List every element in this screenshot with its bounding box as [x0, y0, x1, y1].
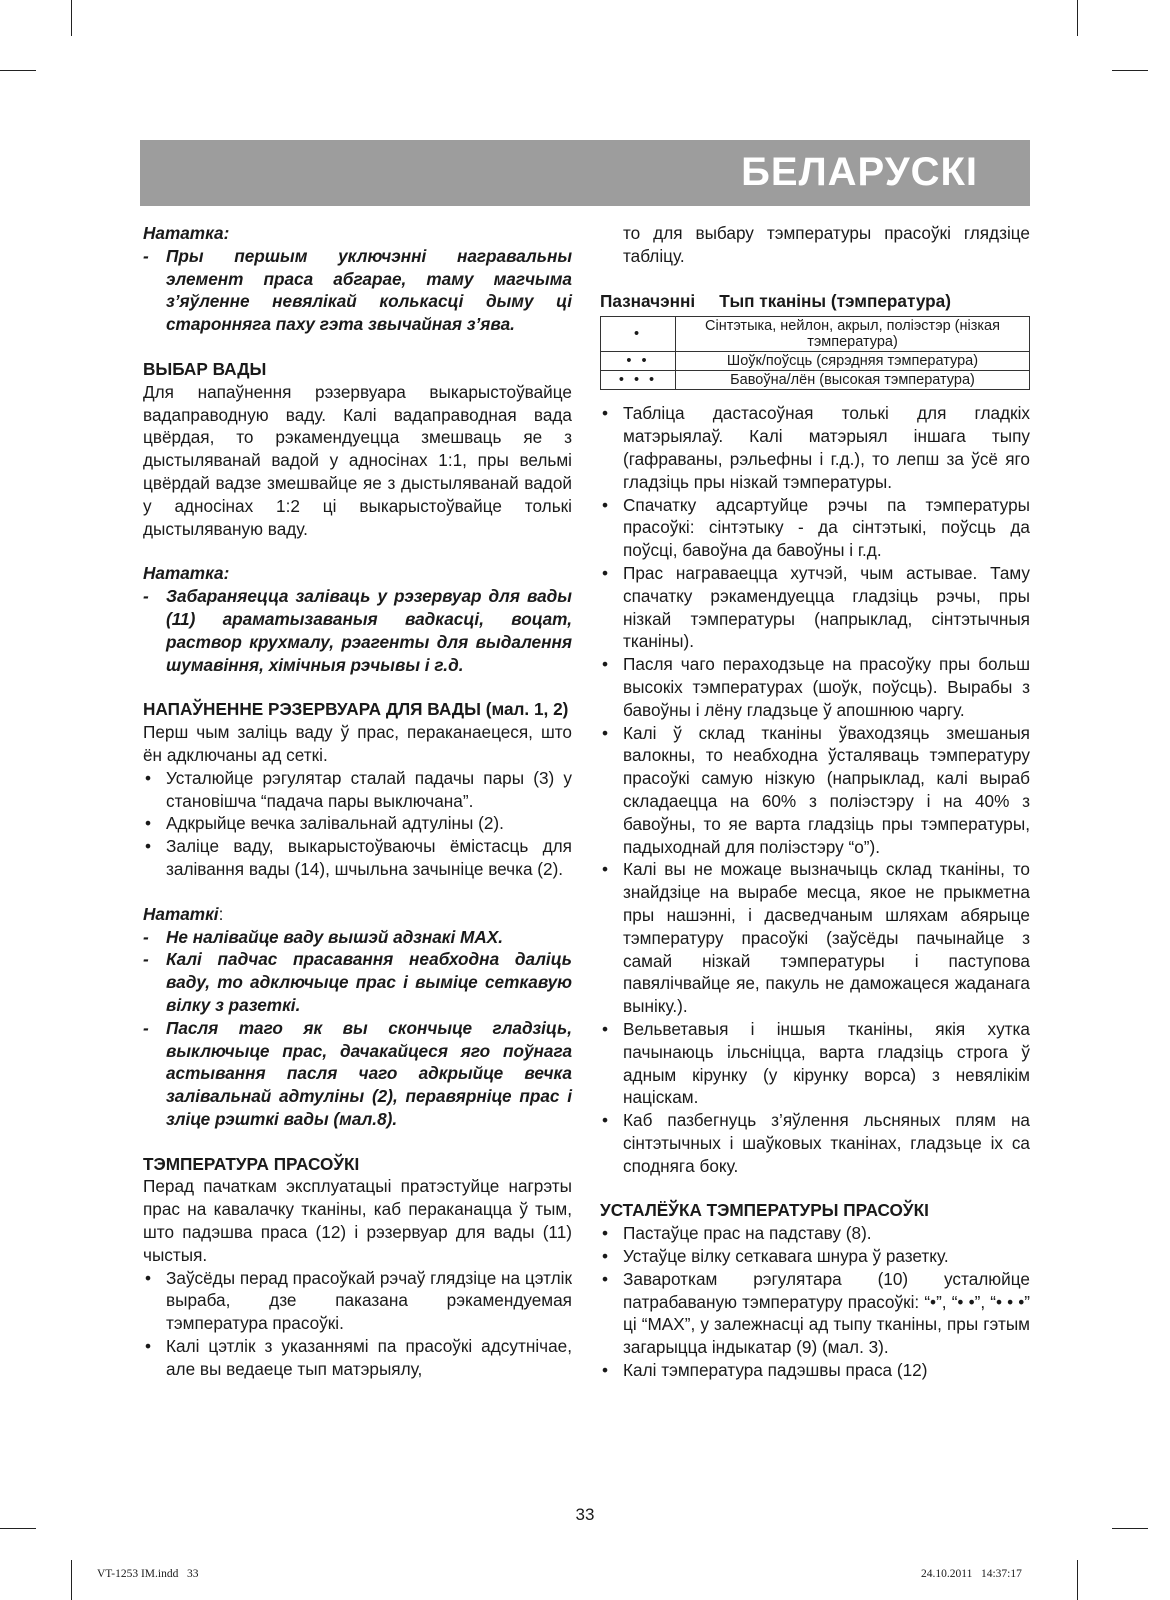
section-heading-fill: НАПАЎНЕННЕ РЭЗЕРВУАРА ДЛЯ ВАДЫ (мал. 1, 2) — [143, 699, 569, 720]
crop-mark — [1112, 70, 1148, 71]
table-cell-fabric: Шоўк/поўсць (сярэдняя тэмпература) — [676, 352, 1030, 371]
list-item: • Усталюйце рэгулятар сталай падачы пары (3) у становішча “падача пары выключана”. — [145, 767, 572, 811]
list-item: • Калі ў склад тканіны ўваходзяць змешаныя валокны, то неабходна ўсталяваць тэмпературу прасоўкі самую нізкую (напрыклад, калі выраб складаецца на 60% з поліэстэру і на 40% з бавоўны, то яе варта гладзіць пры тэмпературы, падыходнай для поліэстэру “о”). — [602, 722, 1030, 857]
crop-mark — [0, 70, 36, 71]
list-item: • Заўсёды перад прасоўкай рэчаў глядзіце на цэтлік выраба, дзе паказана рэкамендуемая тэмпература прасоўкі. — [145, 1267, 572, 1334]
table-row — [601, 352, 1030, 371]
list-item: • Вельветавыя і іншыя тканіны, якія хутка пачынаюць ільсніцца, варта гладзіць строга ў адным кірунку (у кірунку ворса) з невялікім націскам. — [602, 1018, 1030, 1108]
paragraph: то для выбару тэмпературы прасоўкі глядзіце табліцу. — [623, 223, 1030, 266]
list-item: • Завароткам рэгулятара (10) усталюйце патрабаваную тэмпературу прасоўкі: “•”, “• •”, “• • •” ці “MAX”, у залежнасці ад тыпу тканіны, пры гэтым загарыцца індыкатар (9) (мал. 3). — [602, 1268, 1030, 1358]
note-item: - Пасля таго як вы скончыце гладзіць, выключыце прас, дачакайцеся яго поўнага астывання пасля чаго адкрыйце вечка залівальнай адтуліны (2), перавярніце прас і зліце рэшткі вады (мал.8). — [143, 1017, 572, 1129]
table-row — [601, 371, 1030, 390]
table-cell-symbol: • — [601, 317, 676, 352]
note-item: - Не налівайце ваду вышэй адзнакі MAX. — [143, 926, 504, 947]
list-item: • Табліца дастасоўная толькі для гладкіх матэрыялаў. Калі матэрыял іншага тыпу (гафраваны, рэльефны і г.д.), то лепш за ўсё яго гладзіць пры нізкай тэмпературы. — [602, 403, 1030, 492]
list-item: • Пасля чаго пераходзьце на прасоўку пры больш высокіх тэмпературах (шоўк, поўсць). Вырабы з бавоўны і лёну гладзьце ў апошнюю чаргу. — [602, 654, 1030, 720]
table-col-fabric: Тып тканіны (тэмпература) — [719, 290, 951, 311]
section-heading-temperature: ТЭМПЕРАТУРА ПРАСОЎКІ — [143, 1153, 360, 1174]
left-column — [143, 222, 572, 1381]
table-cell-fabric: Бавоўна/лён (высокая тэмпература) — [676, 371, 1030, 390]
table-cell-symbol: • • • — [601, 371, 676, 390]
language-banner — [140, 140, 1030, 206]
crop-mark — [1112, 1528, 1148, 1529]
table-header — [600, 290, 1030, 313]
table-row — [601, 317, 1030, 352]
right-column — [600, 222, 1030, 1382]
list-item: • Спачатку адсартуйце рэчы па тэмпературы прасоўкі: сінтэтыку - да сінтэтыкі, поўсць да поўсці, бавоўна да бавоўны і г.д. — [602, 494, 1030, 561]
list-item: • Заліце ваду, выкарыстоўваючы ёмістасць для залівання вады (14), шчыльна зачыніце вечка (2). — [145, 836, 572, 879]
crop-mark — [1077, 0, 1078, 36]
paragraph: Перш чым заліць ваду ў прас, пераканаецеся, што ён адключаны ад сеткі. — [143, 722, 572, 765]
list-item: • Пастаўце прас на падставу (8). — [602, 1223, 872, 1244]
note-item: - Пры першым уключэнні награвальны элемент праса абгарае, таму магчыма з’яўленне невялікай колькасці дыму ці староннягa паху гэта звычайная з’ява. — [143, 245, 572, 335]
print-timestamp: 24.10.2011 14:37:17 — [921, 1568, 1022, 1580]
page-title: БЕЛАРУСКІ — [741, 150, 978, 194]
list-item: • Калі тэмпература падэшвы праса (12) — [602, 1360, 928, 1381]
list-item: • Устаўце вілку сеткавага шнура ў разетку. — [602, 1246, 949, 1267]
list-item: • Калі цэтлік з указаннямі па прасоўкі адсутнічае, але вы ведаеце тып матэрыялу, — [145, 1336, 572, 1379]
note-title: Нататка: — [143, 223, 230, 243]
crop-mark — [71, 1560, 72, 1600]
list-item: • Каб пазбегнуць з’яўлення льсняных плям на сінтэтычных і шаўковых тканінах, гладзьце іх са споднягa боку. — [602, 1110, 1030, 1176]
table-col-symbols: Пазначэнні — [600, 290, 696, 311]
list-item: • Прас награваецца хутчэй, чым астывае. Таму спачатку рэкамендуецца гладзіць рэчы, пры нізкай тэмпературы (напрыклад, сінтэтычныя тканіны). — [602, 562, 1030, 652]
note-item: - Калі падчас прасавання неабходна даліць ваду, то адключыце прас і выміце сеткавую вілку з разеткі. — [143, 949, 572, 1015]
paragraph: Для напаўнення рэзервуара выкарыстоўвайце вадаправодную ваду. Калі вадаправодная вада цвёрдая, то рэкамендуецца змешваць яе з дыстыляванай вадой у адносінах 1:1, пры вельмі цвёрдай вадзе змешвайце яе з дыстыляванай вадой у адносінах 1:2 ці выкарыстоўвайце толькі дыстыляваную ваду. — [143, 381, 572, 539]
section-heading-water: ВЫБАР ВАДЫ — [143, 358, 267, 379]
crop-mark — [0, 1528, 36, 1529]
note-title: Нататкі: — [143, 903, 224, 924]
note-item: - Забараняецца заліваць у рэзервуар для вады (11) араматызаваныя вадкасці, воцат, раствор крухмалу, рэагенты для выдалення шумавіння, хімічныя рэчывы і г.д. — [143, 586, 572, 675]
list-item: • Адкрыйце вечка залівальнай адтуліны (2). — [145, 813, 504, 834]
list-item: • Калі вы не можаце вызначыць склад тканіны, то знайдзіце на вырабе месца, якое не прыкметна пры нашэнні, і дасведчаным шляхам абярыце тэмпературу прасоўкі (заўсёды пачынайце з самай нізкай тэмпературы і паступова павялічвайце яе, пакуль не даможацеся жаданага выніку.). — [602, 859, 1030, 1017]
paragraph: Перад пачаткам эксплуатацыі пратэстуйце нагрэты прас на кавалачку тканіны, каб пераканацца ў тым, што падэшва праса (12) і рэзервуар для вады (11) чыстыя. — [143, 1176, 572, 1265]
crop-mark — [71, 0, 72, 36]
table-cell-symbol: • • — [601, 352, 676, 371]
crop-mark — [1077, 1560, 1078, 1600]
note-title: Нататка: — [143, 563, 230, 584]
page-number: 33 — [575, 1505, 595, 1524]
table-cell-fabric: Сінтэтыка, нейлон, акрыл, поліэстэр (нізкая тэмпература) — [676, 317, 1030, 352]
print-file-label: VT-1253 IM.indd 33 — [97, 1568, 199, 1580]
temperature-table — [600, 316, 1030, 390]
section-heading-setup: УСТАЛЁЎКА ТЭМПЕРАТУРЫ ПРАСОЎКІ — [600, 1200, 929, 1221]
